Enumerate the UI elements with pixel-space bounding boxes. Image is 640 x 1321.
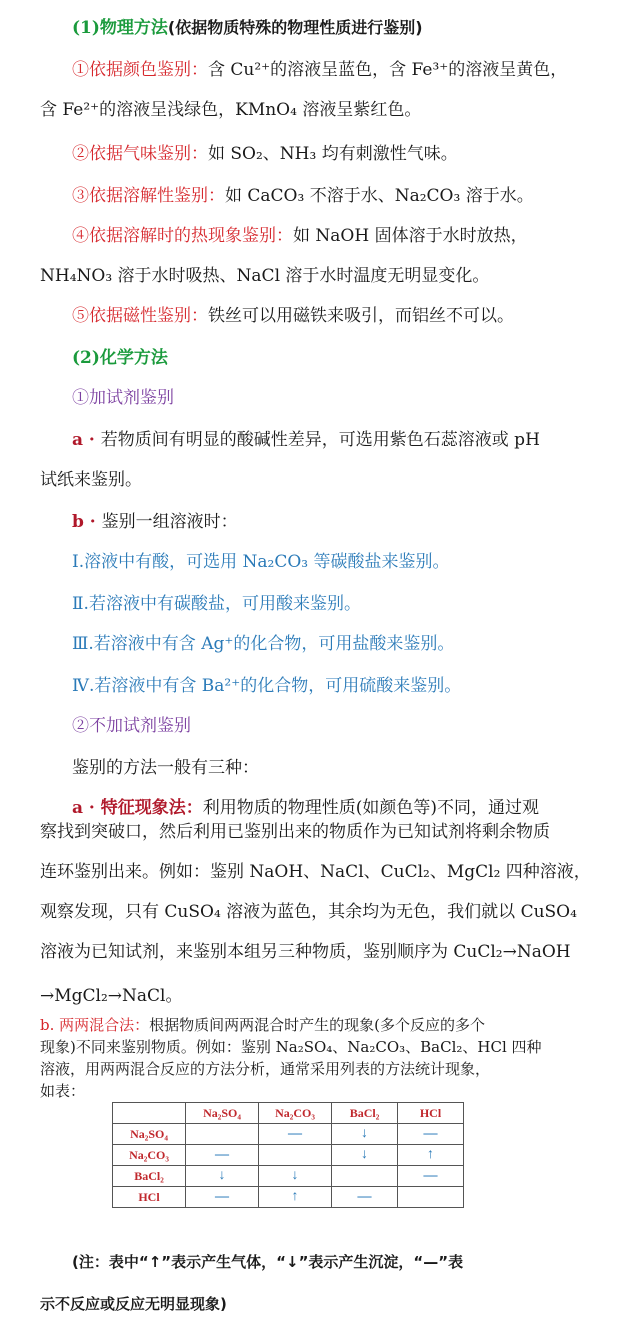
table-row-label: Na₂CO₃ — [113, 1145, 186, 1166]
table-cell: — — [186, 1145, 259, 1166]
table-cell — [186, 1124, 259, 1145]
table-row — [113, 1124, 464, 1145]
table-cell — [259, 1145, 332, 1166]
mixing-method-line4: 如表： — [40, 1082, 86, 1100]
table-header-cell: HCl — [398, 1103, 464, 1124]
mixing-method-label: b. 两两混合法： — [40, 1016, 150, 1034]
table-cell: — — [398, 1166, 464, 1187]
table-cell: ↓ — [186, 1166, 259, 1187]
table-row — [113, 1145, 464, 1166]
smell-method-text: 如 SO₂、NH₃ 均有刺激性气味。 — [208, 144, 458, 164]
table-row-label: Na₂SO₄ — [113, 1124, 186, 1145]
table-header-cell: Na₂CO₃ — [259, 1103, 332, 1124]
physical-heading-title: (1)物理方法 — [72, 18, 168, 38]
solubility-method-text: 如 CaCO₃ 不溶于水、Na₂CO₃ 溶于水。 — [225, 186, 534, 206]
reagent-case-2: Ⅱ.若溶液中有碳酸盐，可用酸来鉴别。 — [72, 594, 361, 614]
solubility-method-line — [72, 184, 534, 208]
table-header-cell: BaCl₂ — [332, 1103, 398, 1124]
feature-method-line3: 连环鉴别出来。例如：鉴别 NaOH、NaCl、CuCl₂、MgCl₂ 四种溶液， — [40, 862, 591, 882]
table-cell: — — [186, 1187, 259, 1208]
reagent-a-label: a · — [72, 430, 101, 450]
color-method-line1 — [72, 58, 567, 82]
table-cell: — — [259, 1124, 332, 1145]
magnetic-method-line — [72, 304, 514, 328]
reagent-a-text1: 若物质间有明显的酸碱性差异，可选用紫色石蕊溶液或 pH — [100, 430, 540, 450]
reagent-case-3: Ⅲ.若溶液中有含 Ag⁺的化合物，可用盐酸来鉴别。 — [72, 634, 455, 654]
chemical-method-heading: (2)化学方法 — [72, 348, 168, 368]
table-cell: ↓ — [259, 1166, 332, 1187]
heat-method-line1 — [72, 224, 528, 248]
table-cell: ↓ — [332, 1145, 398, 1166]
table-header-cell — [113, 1103, 186, 1124]
smell-method-label: ②依据气味鉴别： — [72, 144, 208, 164]
reagent-case-1: Ⅰ.溶液中有酸，可选用 Na₂CO₃ 等碳酸盐来鉴别。 — [72, 552, 450, 572]
table-cell: ↓ — [332, 1124, 398, 1145]
heat-method-line2 — [40, 264, 489, 288]
feature-method-label: a · 特征现象法： — [72, 798, 203, 818]
smell-method-line — [72, 142, 458, 166]
physical-method-heading — [72, 16, 423, 40]
reagent-a-line2: 试纸来鉴别。 — [40, 470, 142, 490]
mixing-method-line3: 溶液，用两两混合反应的方法分析，通常采用列表的方法统计现象， — [40, 1060, 491, 1078]
physical-heading-note: (依据物质特殊的物理性质进行鉴别) — [167, 18, 423, 37]
table-header-cell: Na₂SO₄ — [186, 1103, 259, 1124]
reagent-case-4: Ⅳ.若溶液中有含 Ba²⁺的化合物，可用硫酸来鉴别。 — [72, 676, 462, 696]
feature-method-line2: 察找到突破口，然后利用已鉴别出来的物质作为已知试剂将剩余物质 — [40, 822, 550, 842]
mixing-method-line1 — [40, 1014, 485, 1036]
with-reagent-title: ①加试剂鉴别 — [72, 388, 174, 408]
color-method-label: ①依据颜色鉴别： — [72, 60, 208, 80]
table-row-label: BaCl₂ — [113, 1166, 186, 1187]
feature-method-line5: 溶液为已知试剂，来鉴别本组另三种物质，鉴别顺序为 CuCl₂→NaOH — [40, 942, 571, 962]
reagent-b-line — [72, 510, 238, 534]
heat-method-label: ④依据溶解时的热现象鉴别： — [72, 226, 293, 246]
color-method-text1: 含 Cu²⁺的溶液呈蓝色，含 Fe³⁺的溶液呈黄色， — [208, 60, 568, 80]
table-cell: ↑ — [259, 1187, 332, 1208]
solubility-method-label: ③依据溶解性鉴别： — [72, 186, 225, 206]
table-cell: ↑ — [398, 1145, 464, 1166]
mixing-results-table — [112, 1102, 464, 1208]
feature-method-line6: →MgCl₂→NaCl。 — [40, 986, 183, 1006]
table-row — [113, 1166, 464, 1187]
table-row-label: HCl — [113, 1187, 186, 1208]
heat-method-text1: 如 NaOH 固体溶于水时放热， — [293, 226, 528, 246]
feature-method-line1 — [72, 796, 539, 820]
without-reagent-title: ②不加试剂鉴别 — [72, 716, 191, 736]
table-cell: — — [398, 1124, 464, 1145]
table-note-line1: (注：表中“↑”表示产生气体，“↓”表示产生沉淀，“—”表 — [72, 1253, 464, 1271]
feature-method-line4: 观察发现，只有 CuSO₄ 溶液为蓝色，其余均为无色，我们就以 CuSO₄ — [40, 902, 577, 922]
table-cell: — — [332, 1187, 398, 1208]
feature-method-text1: 利用物质的物理性质(如颜色等)不同，通过观 — [202, 798, 540, 818]
table-cell — [332, 1166, 398, 1187]
reagent-b-text: 鉴别一组溶液时： — [101, 512, 238, 532]
heat-method-text2: NH₄NO₃ 溶于水时吸热、NaCl 溶于水时温度无明显变化。 — [40, 266, 490, 286]
mixing-method-line2: 现象)不同来鉴别物质。例如：鉴别 Na₂SO₄、Na₂CO₃、BaCl₂、HCl 四种 — [40, 1038, 542, 1056]
reagent-b-label: b · — [72, 512, 102, 532]
table-header-row — [113, 1103, 464, 1124]
magnetic-method-label: ⑤依据磁性鉴别： — [72, 306, 208, 326]
table-cell — [398, 1187, 464, 1208]
color-method-line2 — [40, 98, 421, 122]
color-method-text2: 含 Fe²⁺的溶液呈浅绿色，KMnO₄ 溶液呈紫红色。 — [40, 100, 422, 120]
table-row — [113, 1187, 464, 1208]
mixing-method-text1: 根据物质间两两混合时产生的现象(多个反应的多个 — [149, 1016, 485, 1034]
reagent-a-line1 — [72, 428, 540, 452]
table-note-line2: 示不反应或反应无明显现象) — [40, 1295, 227, 1313]
magnetic-method-text: 铁丝可以用磁铁来吸引，而铝丝不可以。 — [208, 306, 514, 326]
without-reagent-intro: 鉴别的方法一般有三种： — [72, 758, 259, 778]
